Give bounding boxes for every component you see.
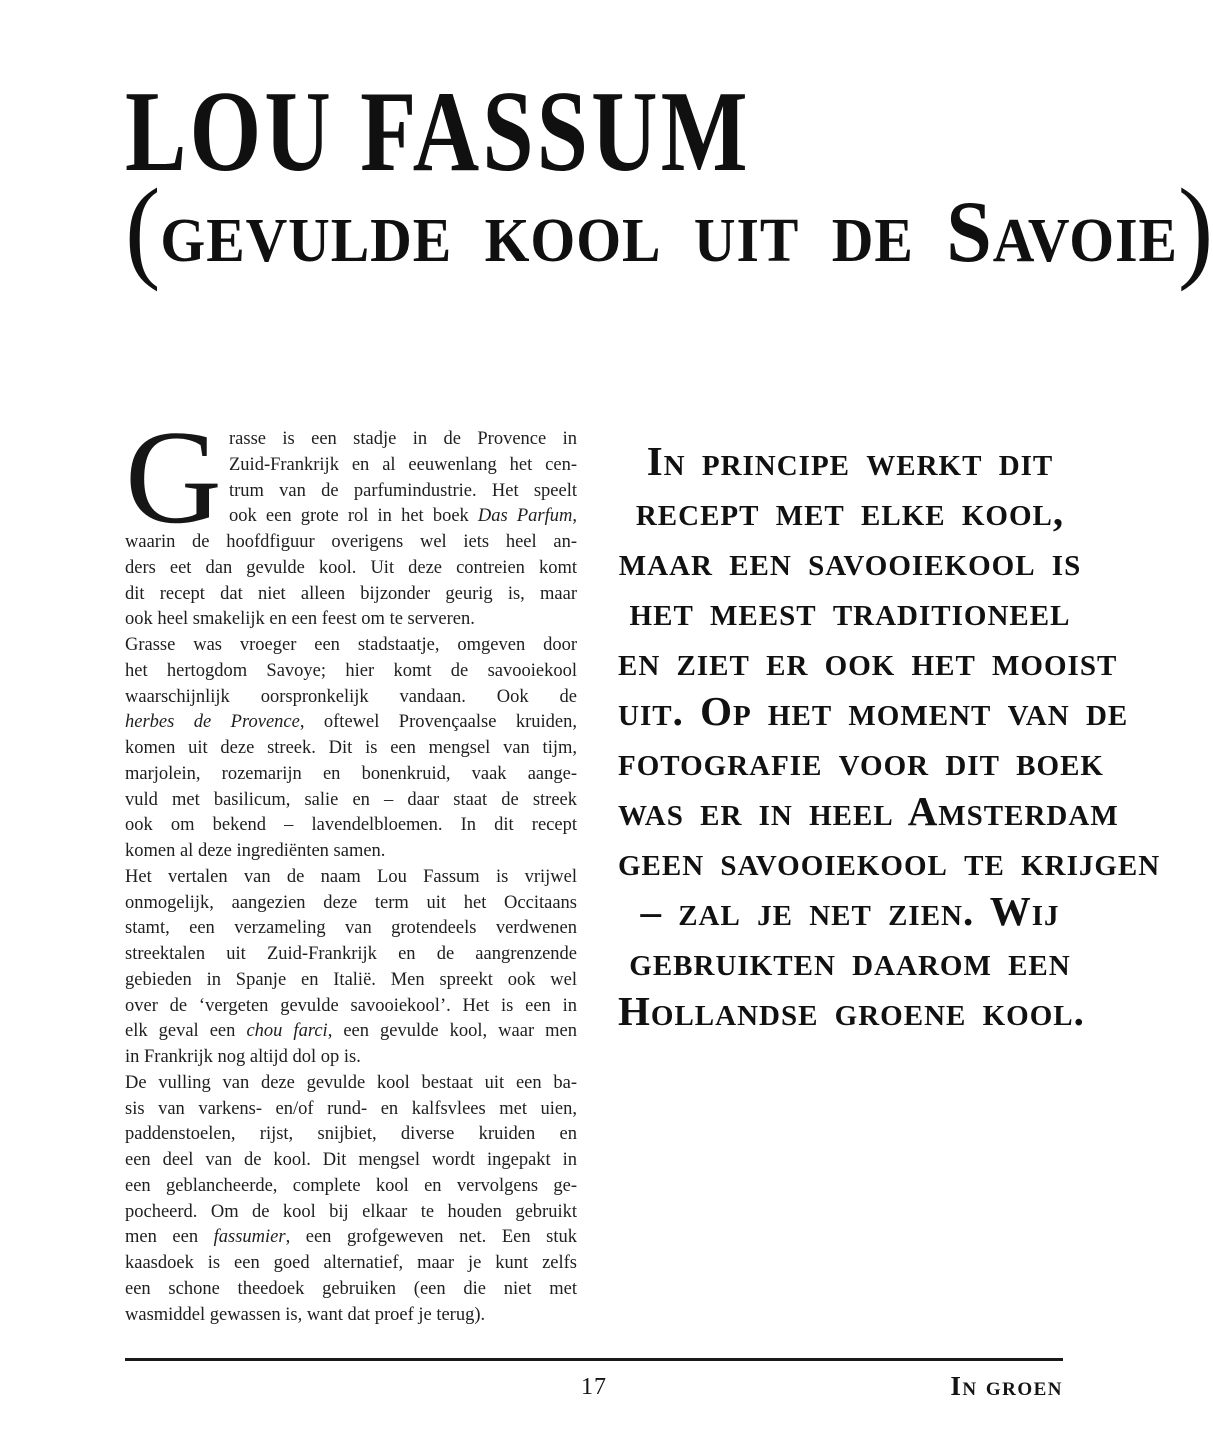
subtitle-text: gevulde kool uit de Savoie — [160, 184, 1178, 281]
text-segment: waarschijnlijk oorspronkelijk vandaan. Ook de — [125, 686, 577, 707]
page-header — [125, 68, 1213, 292]
body-text-line — [125, 865, 577, 891]
text-segment: wasmiddel gewassen is, want dat proef je terug). — [125, 1304, 486, 1325]
text-segment: Grasse was vroeger een stadstaatje, omgeven door — [125, 635, 577, 655]
body-text-line — [125, 813, 577, 839]
text-segment: pocheerd. Om de kool bij elkaar te houden gebruikt — [125, 1201, 577, 1222]
note-line: fotografie voor dit boek — [618, 738, 1104, 784]
body-text-line — [125, 736, 577, 762]
text-segment: stamt, een verzameling van grotendeels verdwenen — [125, 918, 577, 939]
text-segment: streektalen uit Zuid-Frankrijk en de aangrenzende — [125, 944, 577, 964]
italic-term: chou farci — [246, 1021, 328, 1042]
body-text-line — [125, 1071, 577, 1097]
note-line: In principe werkt dit — [646, 438, 1054, 484]
body-text-line — [125, 788, 577, 814]
note-line: maar een savooiekool is — [618, 538, 1082, 584]
text-segment: men een — [125, 1227, 214, 1248]
note-line: gebruikten daarom een — [629, 938, 1071, 984]
italic-term: fassumier — [213, 1227, 286, 1248]
body-text-line — [125, 1097, 577, 1123]
text-segment: komen uit deze streek. Dit is een mengsel van tijm, — [125, 738, 577, 758]
text-segment: een deel van de kool. Dit mengsel wordt ingepakt in — [125, 1150, 577, 1170]
text-segment: Zuid-Frankrijk en al eeuwenlang het cen- — [229, 454, 577, 475]
body-text-line — [125, 994, 577, 1020]
note-line: geen savooiekool te krijgen — [618, 838, 1161, 884]
text-segment: vuld met basilicum, salie en – daar staat de streek — [125, 789, 577, 810]
body-text-line — [125, 659, 577, 685]
text-segment: ook heel smakelijk en een feest om te serveren. — [125, 609, 475, 630]
body-text-line — [125, 839, 577, 865]
body-text-line — [125, 1019, 577, 1045]
body-text-line — [125, 1148, 577, 1174]
note-line: recept met elke kool, — [635, 488, 1065, 534]
section-label: In groen — [950, 1371, 1063, 1401]
text-segment: paddenstoelen, rijst, snijbiet, diverse kruiden en — [125, 1124, 577, 1145]
body-text-line — [125, 1045, 577, 1071]
body-text-line — [125, 891, 577, 917]
body-text-line — [125, 1303, 577, 1329]
drop-cap: G — [125, 403, 222, 551]
italic-term: Das Parfum — [477, 506, 573, 527]
recipe-subtitle — [125, 164, 1213, 292]
text-segment: marjolein, rozemarijn en bonenkruid, vaak aange- — [125, 763, 577, 784]
text-segment: , — [572, 506, 577, 527]
page-number: 17 — [581, 1374, 607, 1400]
body-text-line — [125, 530, 577, 556]
body-text-line — [125, 685, 577, 711]
text-segment: gebieden in Spanje en Italië. Men spreekt ook wel — [125, 969, 577, 990]
text-segment: over de ‘vergeten gevulde savooiekool’. Het is een in — [125, 995, 577, 1016]
body-text-line — [125, 556, 577, 582]
italic-term: herbes de Provence — [125, 712, 300, 733]
text-segment: , oftewel Provençaalse kruiden, — [299, 712, 577, 733]
subtitle-close-paren: ) — [1177, 164, 1213, 292]
text-segment: een geblancheerde, complete kool en vervolgens ge- — [125, 1175, 577, 1196]
recipe-title: LOU FASSUM — [125, 68, 751, 195]
text-segment: elk geval een — [125, 1021, 247, 1042]
text-segment: in Frankrijk nog altijd dol op is. — [125, 1047, 361, 1067]
note-line: – zal je net zien. Wij — [640, 888, 1060, 934]
body-lines — [125, 403, 578, 1328]
body-text-line — [125, 582, 577, 608]
body-text-line — [125, 633, 577, 659]
body-column — [125, 403, 578, 1328]
text-segment: ders eet dan gevulde kool. Uit deze contreien komt — [125, 557, 577, 578]
body-text-line — [125, 1225, 577, 1251]
text-segment: Het vertalen van de naam Lou Fassum is vrijwel — [125, 866, 577, 887]
note-line: uit. Op het moment van de — [618, 688, 1129, 734]
text-segment: komen al deze ingrediënten samen. — [125, 841, 386, 861]
body-text-line — [125, 1251, 577, 1277]
body-text-line — [125, 968, 577, 994]
body-text-line — [125, 710, 577, 736]
note-line: en ziet er ook het mooist — [618, 638, 1118, 684]
body-text-line — [125, 916, 577, 942]
body-text-line — [125, 1174, 577, 1200]
body-text-line — [125, 1200, 577, 1226]
text-segment: waarin de hoofdfiguur overigens wel iets heel an- — [125, 532, 577, 552]
text-segment: kaasdoek is een goed alternatief, maar je kunt zelfs — [125, 1253, 577, 1273]
page-footer — [125, 1358, 1063, 1411]
text-segment: , een gevulde kool, waar men — [327, 1021, 578, 1042]
text-segment: sis van varkens- en/of rund- en kalfsvlees met uien, — [125, 1098, 577, 1119]
note-line: het meest traditioneel — [629, 588, 1071, 634]
text-segment: rasse is een stadje in de Provence in — [229, 429, 577, 449]
margin-note — [618, 436, 1161, 1036]
body-text-line — [125, 1122, 577, 1148]
text-segment: De vulling van deze gevulde kool bestaat uit een ba- — [125, 1072, 577, 1093]
subtitle-open-paren: ( — [125, 164, 161, 292]
text-segment: het hertogdom Savoye; hier komt de savooiekool — [125, 660, 577, 681]
text-segment: , een grofgeweven net. Een stuk — [285, 1227, 577, 1248]
text-segment: een schone theedoek gebruiken (een die niet met — [125, 1278, 577, 1299]
text-segment: ook om bekend – lavendelbloemen. In dit recept — [125, 815, 577, 836]
body-text-line — [125, 1277, 577, 1303]
text-segment: dit recept dat niet alleen bijzonder geurig is, maar — [125, 583, 577, 604]
text-segment: onmogelijk, aangezien deze term uit het Occitaans — [125, 892, 577, 913]
text-segment: trum van de parfumindustrie. Het speelt — [229, 480, 577, 501]
text-segment: ook een grote rol in het boek — [229, 506, 478, 527]
body-text-line — [125, 762, 577, 788]
note-line: Hollandse groene kool. — [618, 988, 1085, 1034]
body-text-line — [125, 607, 577, 633]
note-line: was er in heel Amsterdam — [618, 788, 1119, 834]
body-text-line — [125, 942, 577, 968]
